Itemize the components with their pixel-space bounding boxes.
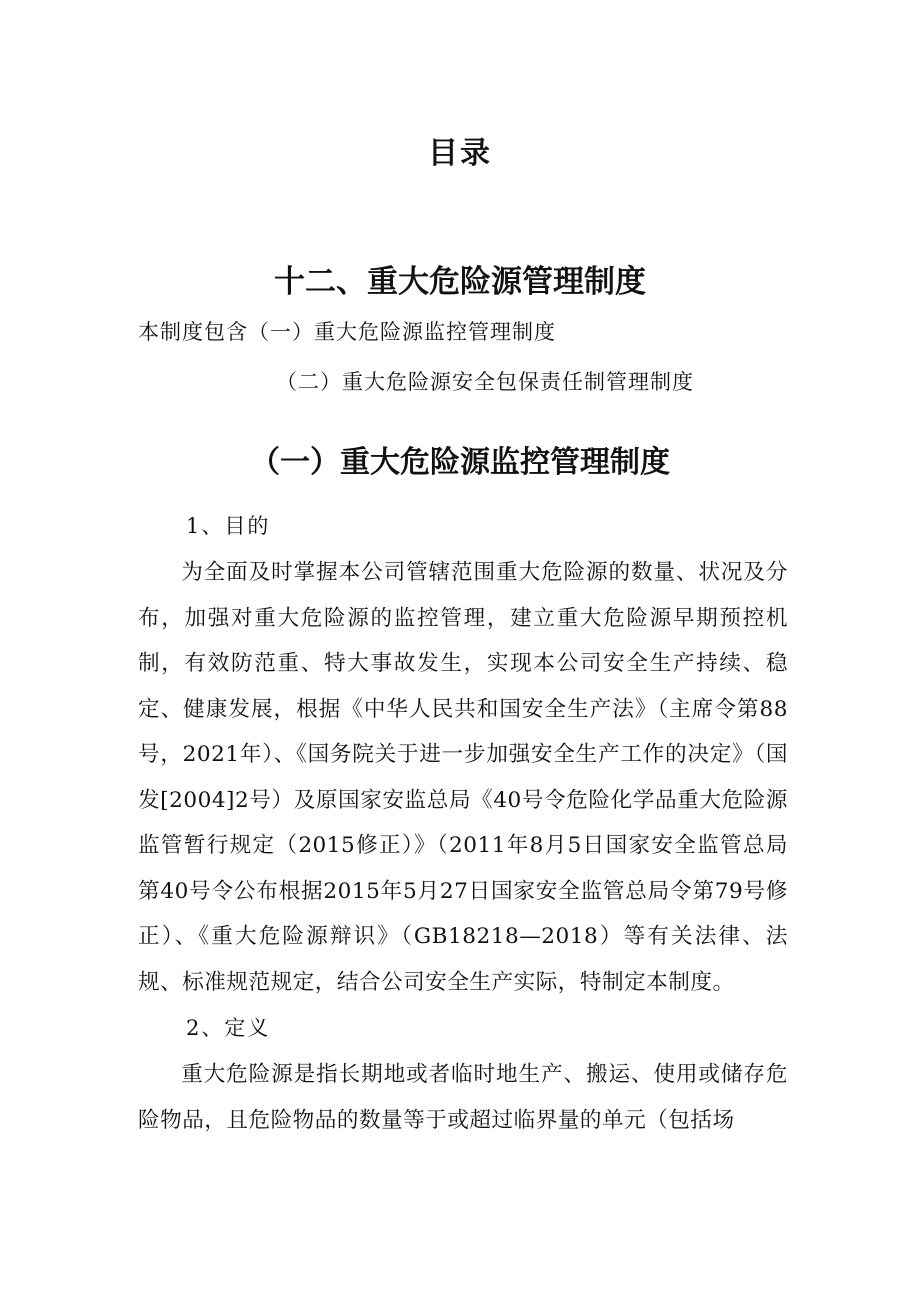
chapter-intro-line-1: 本制度包含（一）重大危险源监控管理制度 — [138, 320, 556, 344]
purpose-paragraph: 为全面及时掌握本公司管辖范围重大危险源的数量、状况及分布，加强对重大危险源的监控管理，建立重大危险源早期预控机制，有效防范重、特大事故发生，实现本公司安全生产持续、稳定、健康发展，根据《中华人民共和国安全生产法》（主席令第88号，2021年）、《国务院关于进一步加强安全生产工作的决定》（国发[2004]2号）及原国家安监总局《40号令危险化学品重大危险源监管暂行规定（2015修正）》（2011年8月5日国家安全监管总局第40号令公布根据2015年5月27日国家安全监管总局令第79号修正）、《重大危险源辩识》（GB18218—2018）等有关法律、法规、标准规范规定，结合公司安全生产实际，特制定本制度。 — [138, 560, 788, 995]
purpose-heading: 1、目的 — [186, 514, 271, 538]
section-title: （一）重大危险源监控管理制度 — [250, 445, 670, 480]
chapter-title: 十二、重大危险源管理制度 — [274, 264, 646, 300]
definition-heading: 2、定义 — [186, 1016, 271, 1040]
definition-paragraph: 重大危险源是指长期地或者临时地生产、搬运、使用或储存危险物品，且危险物品的数量等于或超过临界量的单元（包括场 — [138, 1062, 788, 1133]
chapter-intro-line-2: （二）重大危险源安全包保责任制管理制度 — [276, 370, 694, 394]
toc-title: 目录 — [428, 136, 492, 171]
